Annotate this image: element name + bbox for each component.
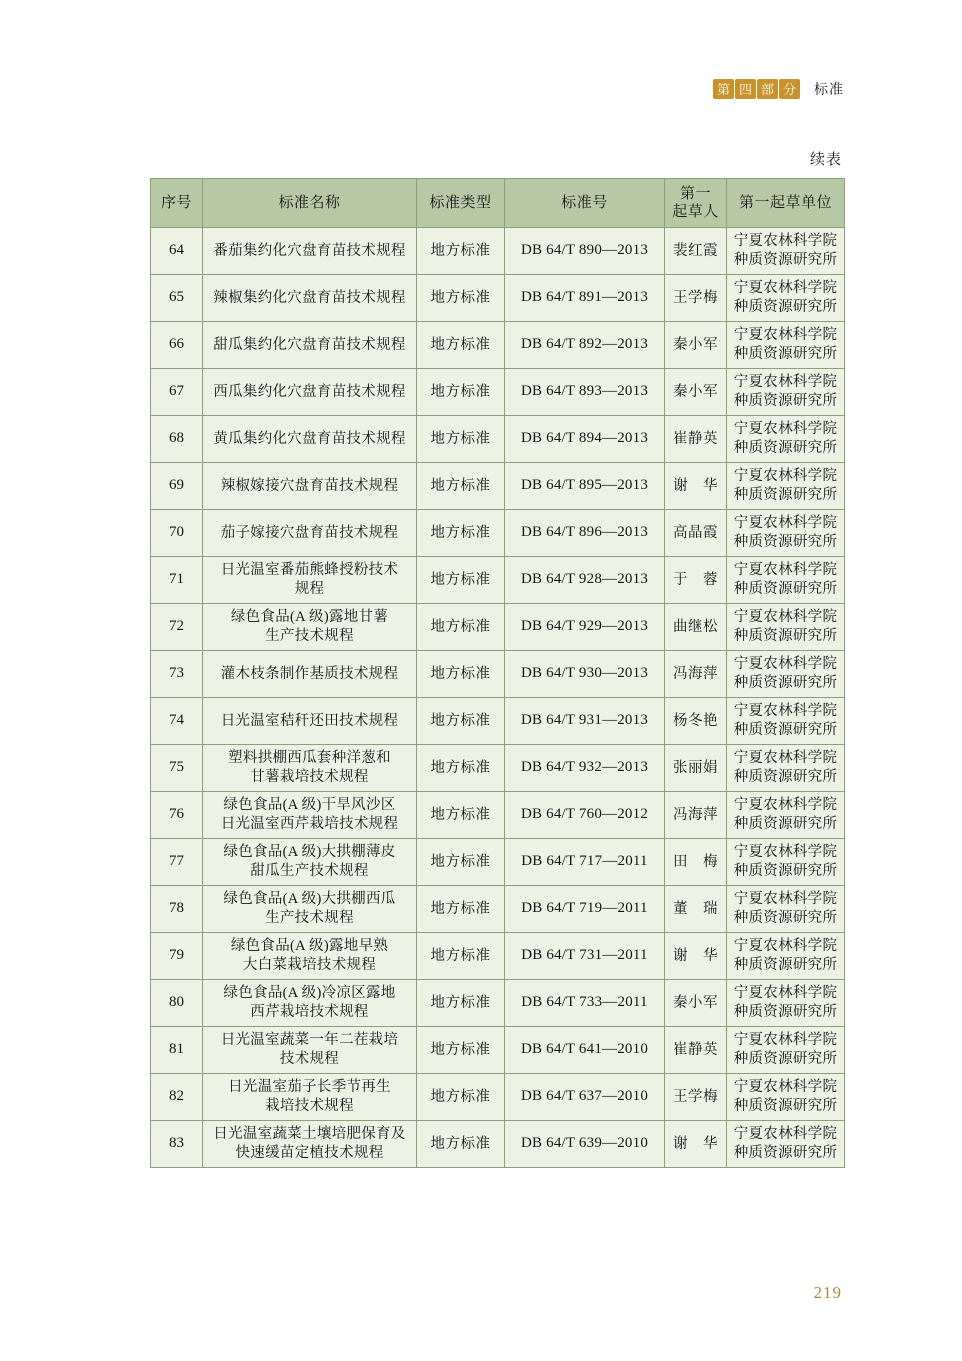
cell-standard-number: DB 64/T 717—2011: [505, 839, 665, 886]
column-header-person: [665, 179, 727, 228]
section-badge-char-2: 四: [735, 79, 756, 99]
cell-standard-type: 地方标准: [417, 651, 505, 698]
cell-standard-number: DB 64/T 928—2013: [505, 557, 665, 604]
table-row: [151, 463, 845, 510]
cell-first-drafter: 杨冬艳: [665, 698, 727, 745]
cell-standard-name: [203, 275, 417, 322]
standard-name-line1: 日光温室番茄熊蜂授粉技术: [220, 562, 399, 579]
standard-name-line1: 绿色食品(A 级)大拱棚薄皮: [223, 844, 396, 861]
drafting-unit-line1: 宁夏农林科学院: [733, 1032, 838, 1049]
standard-name-line1: 日光温室蔬菜土壤培肥保育及: [213, 1126, 406, 1143]
table-row: [151, 510, 845, 557]
cell-no: 78: [151, 886, 203, 933]
cell-first-drafting-unit: [727, 228, 845, 275]
cell-first-drafter: 秦小军: [665, 322, 727, 369]
cell-first-drafter: 张丽娟: [665, 745, 727, 792]
table-row: [151, 745, 845, 792]
cell-standard-number: DB 64/T 896—2013: [505, 510, 665, 557]
cell-standard-type: 地方标准: [417, 369, 505, 416]
table-row: [151, 1074, 845, 1121]
cell-standard-type: 地方标准: [417, 604, 505, 651]
cell-first-drafting-unit: [727, 275, 845, 322]
cell-standard-number: DB 64/T 641—2010: [505, 1027, 665, 1074]
drafting-unit-line2: 种质资源研究所: [733, 769, 838, 785]
standard-name-line1: 西瓜集约化穴盘育苗技术规程: [213, 383, 406, 400]
column-header-person-line2: 起草人: [672, 204, 719, 220]
cell-no: 83: [151, 1121, 203, 1168]
drafting-unit-line2: 种质资源研究所: [733, 487, 838, 503]
standard-name-line1: 甜瓜集约化穴盘育苗技术规程: [213, 336, 406, 353]
drafting-unit-line1: 宁夏农林科学院: [733, 280, 838, 297]
standard-name-line2: 快速缓苗定植技术规程: [235, 1145, 384, 1161]
drafting-unit-line1: 宁夏农林科学院: [733, 562, 838, 579]
drafting-unit-line2: 种质资源研究所: [733, 1004, 838, 1020]
cell-standard-number: DB 64/T 719—2011: [505, 886, 665, 933]
cell-first-drafter: 冯海萍: [665, 792, 727, 839]
drafting-unit-line2: 种质资源研究所: [733, 957, 838, 973]
table-row: [151, 839, 845, 886]
column-header-unit: 第一起草单位: [727, 179, 845, 228]
cell-standard-name: [203, 322, 417, 369]
table-row: [151, 1121, 845, 1168]
standard-name-line2: 技术规程: [279, 1051, 340, 1067]
section-badge-char-1: 第: [713, 79, 734, 99]
cell-standard-number: DB 64/T 895—2013: [505, 463, 665, 510]
cell-standard-type: 地方标准: [417, 228, 505, 275]
cell-first-drafter: 曲继松: [665, 604, 727, 651]
cell-first-drafter: 冯海萍: [665, 651, 727, 698]
table-row: [151, 933, 845, 980]
cell-no: 72: [151, 604, 203, 651]
cell-first-drafting-unit: [727, 604, 845, 651]
cell-first-drafter: 裴红霞: [665, 228, 727, 275]
cell-no: 65: [151, 275, 203, 322]
continued-table-note: 续表: [809, 152, 842, 168]
cell-first-drafting-unit: [727, 1121, 845, 1168]
cell-standard-name: [203, 839, 417, 886]
cell-first-drafting-unit: [727, 369, 845, 416]
cell-first-drafter: 谢 华: [665, 463, 727, 510]
section-badge-char-4: 分: [779, 79, 800, 99]
cell-standard-number: DB 64/T 891—2013: [505, 275, 665, 322]
table-row: [151, 698, 845, 745]
standard-name-line1: 塑料拱棚西瓜套种洋葱和: [228, 750, 391, 767]
standard-name-line1: 绿色食品(A 级)大拱棚西瓜: [223, 891, 396, 908]
table-row: [151, 604, 845, 651]
drafting-unit-line2: 种质资源研究所: [733, 534, 838, 550]
standard-name-line1: 日光温室秸秆还田技术规程: [220, 712, 399, 729]
standard-name-line2: 大白菜栽培技术规程: [242, 957, 377, 973]
standard-name-line2: 甜瓜生产技术规程: [250, 863, 369, 879]
standard-name-line1: 日光温室蔬菜一年二茬栽培: [220, 1032, 399, 1049]
cell-first-drafting-unit: [727, 792, 845, 839]
cell-standard-name: [203, 369, 417, 416]
standard-name-line2: 日光温室西芹栽培技术规程: [220, 816, 399, 832]
column-header-person-line1: 第一: [679, 185, 711, 202]
cell-standard-name: [203, 1074, 417, 1121]
cell-first-drafter: 崔静英: [665, 1027, 727, 1074]
standard-name-line1: 绿色食品(A 级)露地甘薯: [230, 609, 389, 626]
cell-no: 73: [151, 651, 203, 698]
cell-standard-type: 地方标准: [417, 980, 505, 1027]
cell-standard-type: 地方标准: [417, 1074, 505, 1121]
drafting-unit-line1: 宁夏农林科学院: [733, 468, 838, 485]
cell-standard-name: [203, 510, 417, 557]
drafting-unit-line2: 种质资源研究所: [733, 393, 838, 409]
drafting-unit-line1: 宁夏农林科学院: [733, 703, 838, 720]
table-head: [151, 179, 845, 228]
drafting-unit-line2: 种质资源研究所: [733, 581, 838, 597]
cell-first-drafter: 王学梅: [665, 1074, 727, 1121]
table-row: [151, 557, 845, 604]
cell-first-drafter: 高晶霞: [665, 510, 727, 557]
standard-name-line2: 栽培技术规程: [265, 1098, 354, 1114]
column-header-name: 标准名称: [203, 179, 417, 228]
cell-standard-type: 地方标准: [417, 322, 505, 369]
cell-standard-name: [203, 228, 417, 275]
cell-standard-number: DB 64/T 892—2013: [505, 322, 665, 369]
standard-name-line1: 黄瓜集约化穴盘育苗技术规程: [213, 430, 406, 447]
drafting-unit-line1: 宁夏农林科学院: [733, 421, 838, 438]
cell-first-drafter: 王学梅: [665, 275, 727, 322]
drafting-unit-line2: 种质资源研究所: [733, 1098, 838, 1114]
table-body: [151, 228, 845, 1168]
cell-standard-name: [203, 933, 417, 980]
cell-no: 75: [151, 745, 203, 792]
cell-standard-type: 地方标准: [417, 745, 505, 792]
cell-first-drafting-unit: [727, 1074, 845, 1121]
cell-standard-number: DB 64/T 931—2013: [505, 698, 665, 745]
cell-first-drafting-unit: [727, 933, 845, 980]
section-badge-char-3: 部: [757, 79, 778, 99]
cell-no: 76: [151, 792, 203, 839]
standard-name-line1: 绿色食品(A 级)冷凉区露地: [223, 985, 396, 1002]
cell-no: 69: [151, 463, 203, 510]
standard-name-line1: 茄子嫁接穴盘育苗技术规程: [220, 524, 399, 541]
drafting-unit-line2: 种质资源研究所: [733, 299, 838, 315]
standards-table: [150, 178, 845, 1168]
standard-name-line2: 规程: [294, 581, 325, 597]
standard-name-line1: 灌木枝条制作基质技术规程: [220, 665, 399, 682]
drafting-unit-line2: 种质资源研究所: [733, 675, 838, 691]
drafting-unit-line1: 宁夏农林科学院: [733, 938, 838, 955]
drafting-unit-line1: 宁夏农林科学院: [733, 515, 838, 532]
standard-name-line1: 辣椒集约化穴盘育苗技术规程: [213, 289, 406, 306]
cell-standard-name: [203, 651, 417, 698]
cell-standard-type: 地方标准: [417, 886, 505, 933]
cell-first-drafting-unit: [727, 980, 845, 1027]
cell-standard-name: [203, 886, 417, 933]
cell-no: 66: [151, 322, 203, 369]
drafting-unit-line2: 种质资源研究所: [733, 1145, 838, 1161]
table-row: [151, 369, 845, 416]
drafting-unit-line2: 种质资源研究所: [733, 722, 838, 738]
cell-no: 67: [151, 369, 203, 416]
column-header-type: 标准类型: [417, 179, 505, 228]
drafting-unit-line2: 种质资源研究所: [733, 910, 838, 926]
cell-standard-name: [203, 604, 417, 651]
drafting-unit-line2: 种质资源研究所: [733, 816, 838, 832]
cell-standard-name: [203, 698, 417, 745]
cell-first-drafter: 于 蓉: [665, 557, 727, 604]
section-badge: [711, 78, 802, 100]
cell-standard-type: 地方标准: [417, 839, 505, 886]
standard-name-line1: 日光温室茄子长季节再生: [228, 1079, 391, 1096]
drafting-unit-line1: 宁夏农林科学院: [733, 985, 838, 1002]
drafting-unit-line1: 宁夏农林科学院: [733, 1126, 838, 1143]
cell-no: 82: [151, 1074, 203, 1121]
cell-standard-number: DB 64/T 932—2013: [505, 745, 665, 792]
cell-standard-number: DB 64/T 929—2013: [505, 604, 665, 651]
standard-name-line1: 番茄集约化穴盘育苗技术规程: [213, 242, 406, 259]
drafting-unit-line1: 宁夏农林科学院: [733, 609, 838, 626]
cell-no: 79: [151, 933, 203, 980]
cell-standard-type: 地方标准: [417, 275, 505, 322]
cell-standard-number: DB 64/T 733—2011: [505, 980, 665, 1027]
standard-name-line1: 绿色食品(A 级)干旱风沙区: [223, 797, 396, 814]
cell-first-drafter: 崔静英: [665, 416, 727, 463]
table-row: [151, 322, 845, 369]
cell-no: 71: [151, 557, 203, 604]
cell-no: 80: [151, 980, 203, 1027]
cell-standard-number: DB 64/T 894—2013: [505, 416, 665, 463]
cell-standard-type: 地方标准: [417, 933, 505, 980]
table-row: [151, 980, 845, 1027]
table-row: [151, 275, 845, 322]
standard-name-line2: 西芹栽培技术规程: [250, 1004, 369, 1020]
standard-name-line1: 绿色食品(A 级)露地早熟: [230, 938, 389, 955]
cell-no: 64: [151, 228, 203, 275]
cell-first-drafter: 秦小军: [665, 980, 727, 1027]
cell-standard-type: 地方标准: [417, 557, 505, 604]
drafting-unit-line1: 宁夏农林科学院: [733, 1079, 838, 1096]
table-row: [151, 651, 845, 698]
drafting-unit-line1: 宁夏农林科学院: [733, 327, 838, 344]
cell-standard-type: 地方标准: [417, 416, 505, 463]
cell-standard-type: 地方标准: [417, 1121, 505, 1168]
standards-table-wrapper: [150, 178, 844, 1168]
standard-name-line2: 甘薯栽培技术规程: [250, 769, 369, 785]
cell-first-drafter: 秦小军: [665, 369, 727, 416]
drafting-unit-line2: 种质资源研究所: [733, 1051, 838, 1067]
cell-standard-type: 地方标准: [417, 510, 505, 557]
cell-first-drafting-unit: [727, 557, 845, 604]
cell-first-drafting-unit: [727, 416, 845, 463]
page-number: 219: [813, 1283, 842, 1302]
cell-standard-number: DB 64/T 893—2013: [505, 369, 665, 416]
cell-first-drafter: 田 梅: [665, 839, 727, 886]
cell-no: 74: [151, 698, 203, 745]
cell-first-drafting-unit: [727, 745, 845, 792]
cell-standard-type: 地方标准: [417, 698, 505, 745]
standard-name-line2: 生产技术规程: [265, 910, 354, 926]
cell-standard-name: [203, 980, 417, 1027]
drafting-unit-line2: 种质资源研究所: [733, 252, 838, 268]
drafting-unit-line1: 宁夏农林科学院: [733, 750, 838, 767]
table-row: [151, 1027, 845, 1074]
drafting-unit-line1: 宁夏农林科学院: [733, 797, 838, 814]
standard-name-line1: 辣椒嫁接穴盘育苗技术规程: [220, 477, 399, 494]
cell-standard-name: [203, 463, 417, 510]
cell-standard-name: [203, 745, 417, 792]
drafting-unit-line2: 种质资源研究所: [733, 346, 838, 362]
drafting-unit-line1: 宁夏农林科学院: [733, 656, 838, 673]
column-header-number: 标准号: [505, 179, 665, 228]
cell-first-drafting-unit: [727, 1027, 845, 1074]
drafting-unit-line2: 种质资源研究所: [733, 628, 838, 644]
cell-standard-name: [203, 792, 417, 839]
cell-standard-type: 地方标准: [417, 463, 505, 510]
cell-no: 68: [151, 416, 203, 463]
cell-first-drafter: 谢 华: [665, 1121, 727, 1168]
table-row: [151, 886, 845, 933]
cell-no: 77: [151, 839, 203, 886]
cell-standard-name: [203, 416, 417, 463]
table-header-row: [151, 179, 845, 228]
standard-name-line2: 生产技术规程: [265, 628, 354, 644]
cell-standard-name: [203, 1027, 417, 1074]
cell-standard-number: DB 64/T 639—2010: [505, 1121, 665, 1168]
cell-first-drafting-unit: [727, 510, 845, 557]
table-row: [151, 416, 845, 463]
cell-first-drafting-unit: [727, 651, 845, 698]
cell-first-drafting-unit: [727, 839, 845, 886]
page-header: [711, 78, 844, 100]
cell-first-drafting-unit: [727, 698, 845, 745]
cell-standard-type: 地方标准: [417, 792, 505, 839]
cell-standard-type: 地方标准: [417, 1027, 505, 1074]
drafting-unit-line2: 种质资源研究所: [733, 440, 838, 456]
cell-no: 81: [151, 1027, 203, 1074]
drafting-unit-line1: 宁夏农林科学院: [733, 891, 838, 908]
cell-standard-name: [203, 557, 417, 604]
column-header-no: 序号: [151, 179, 203, 228]
drafting-unit-line1: 宁夏农林科学院: [733, 374, 838, 391]
cell-no: 70: [151, 510, 203, 557]
table-row: [151, 228, 845, 275]
cell-standard-number: DB 64/T 731—2011: [505, 933, 665, 980]
drafting-unit-line2: 种质资源研究所: [733, 863, 838, 879]
cell-standard-number: DB 64/T 930—2013: [505, 651, 665, 698]
cell-standard-number: DB 64/T 637—2010: [505, 1074, 665, 1121]
drafting-unit-line1: 宁夏农林科学院: [733, 844, 838, 861]
cell-standard-name: [203, 1121, 417, 1168]
table-row: [151, 792, 845, 839]
cell-standard-number: DB 64/T 890—2013: [505, 228, 665, 275]
cell-first-drafter: 董 瑞: [665, 886, 727, 933]
cell-first-drafting-unit: [727, 886, 845, 933]
cell-first-drafter: 谢 华: [665, 933, 727, 980]
cell-first-drafting-unit: [727, 322, 845, 369]
drafting-unit-line1: 宁夏农林科学院: [733, 233, 838, 250]
cell-first-drafting-unit: [727, 463, 845, 510]
cell-standard-number: DB 64/T 760—2012: [505, 792, 665, 839]
header-title: 标准: [814, 83, 844, 98]
